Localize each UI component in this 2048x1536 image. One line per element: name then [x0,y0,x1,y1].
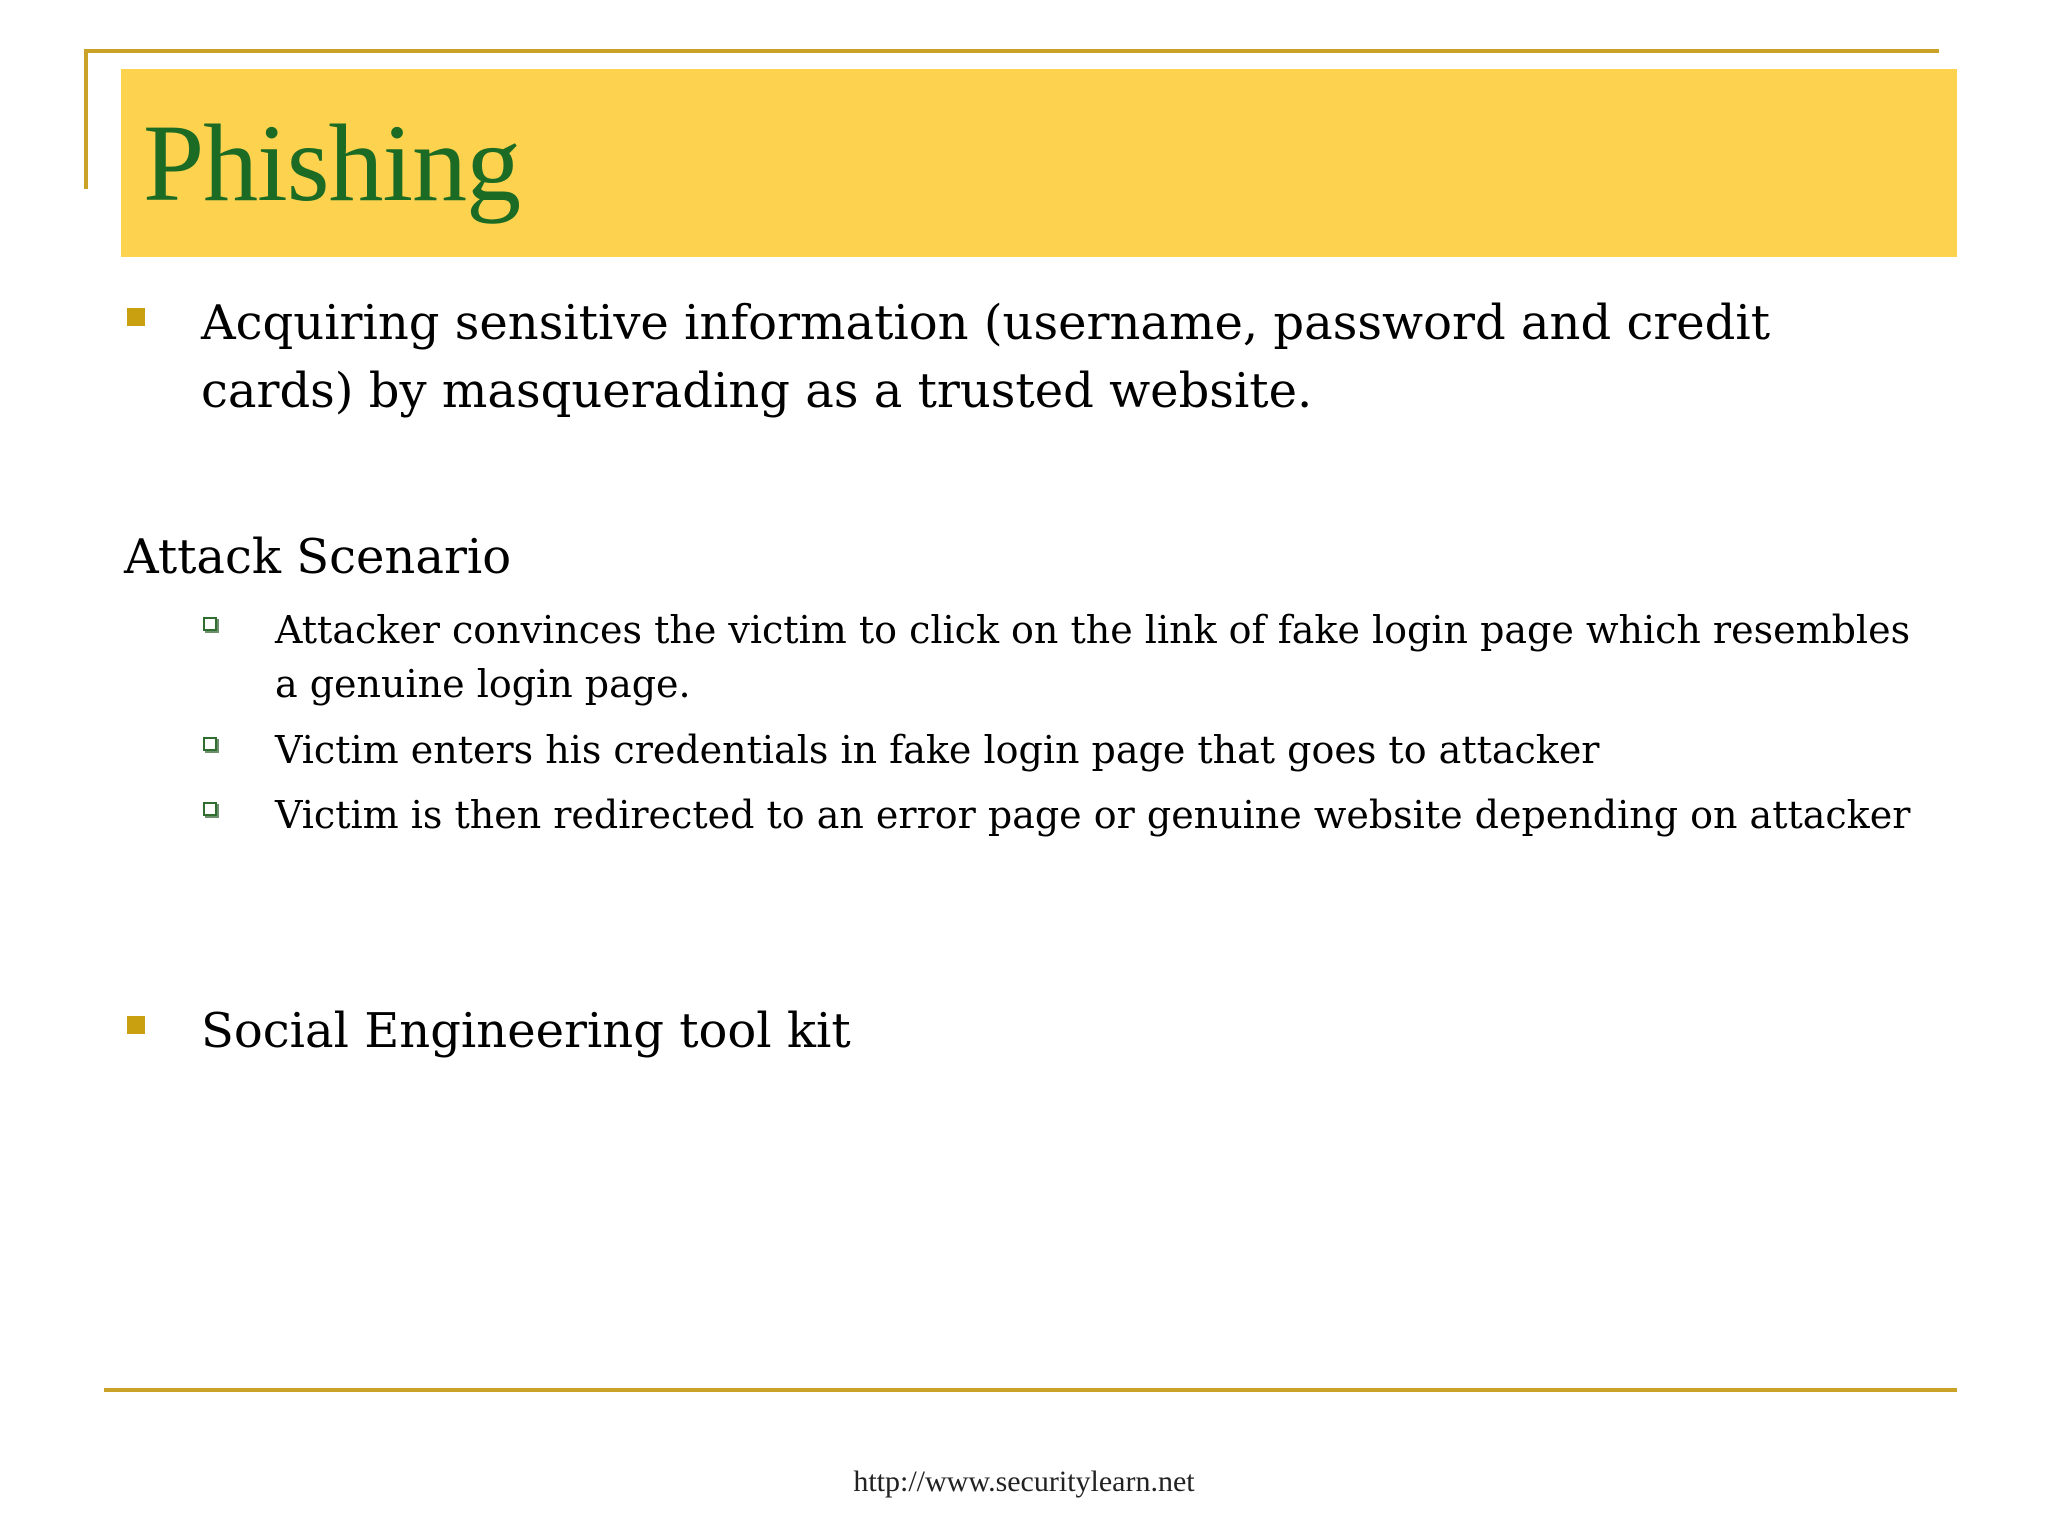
footer-line [104,1388,1957,1392]
bullet-2-text: Social Engineering tool kit [201,1003,851,1059]
sub-bullet-1-line-2: a genuine login page. [275,662,691,706]
bullet-1-line-1: Acquiring sensitive information (username, password and credit [201,295,1771,351]
checkbox-bullet-icon [203,617,217,631]
bullet-1-line-2: cards) by masquerading as a trusted website. [201,363,1313,419]
footer-url: http://www.securitylearn.net [853,1465,1195,1498]
square-bullet-icon [127,308,145,326]
sub-bullet-3-line-1: Victim is then redirected to an error page or genuine website depending on attacker [275,793,1911,837]
sub-bullet-2-line-1: Victim enters his credentials in fake login page that goes to attacker [275,728,1600,772]
square-bullet-icon [127,1016,145,1034]
frame-top-line [84,49,1939,53]
slide-title: Phishing [143,102,521,224]
frame-left-line [84,49,88,189]
section-heading: Attack Scenario [124,529,512,585]
checkbox-bullet-icon [203,802,217,816]
sub-bullet-1-line-1: Attacker convinces the victim to click on the link of fake login page which resembles [275,608,1911,652]
checkbox-bullet-icon [203,737,217,751]
